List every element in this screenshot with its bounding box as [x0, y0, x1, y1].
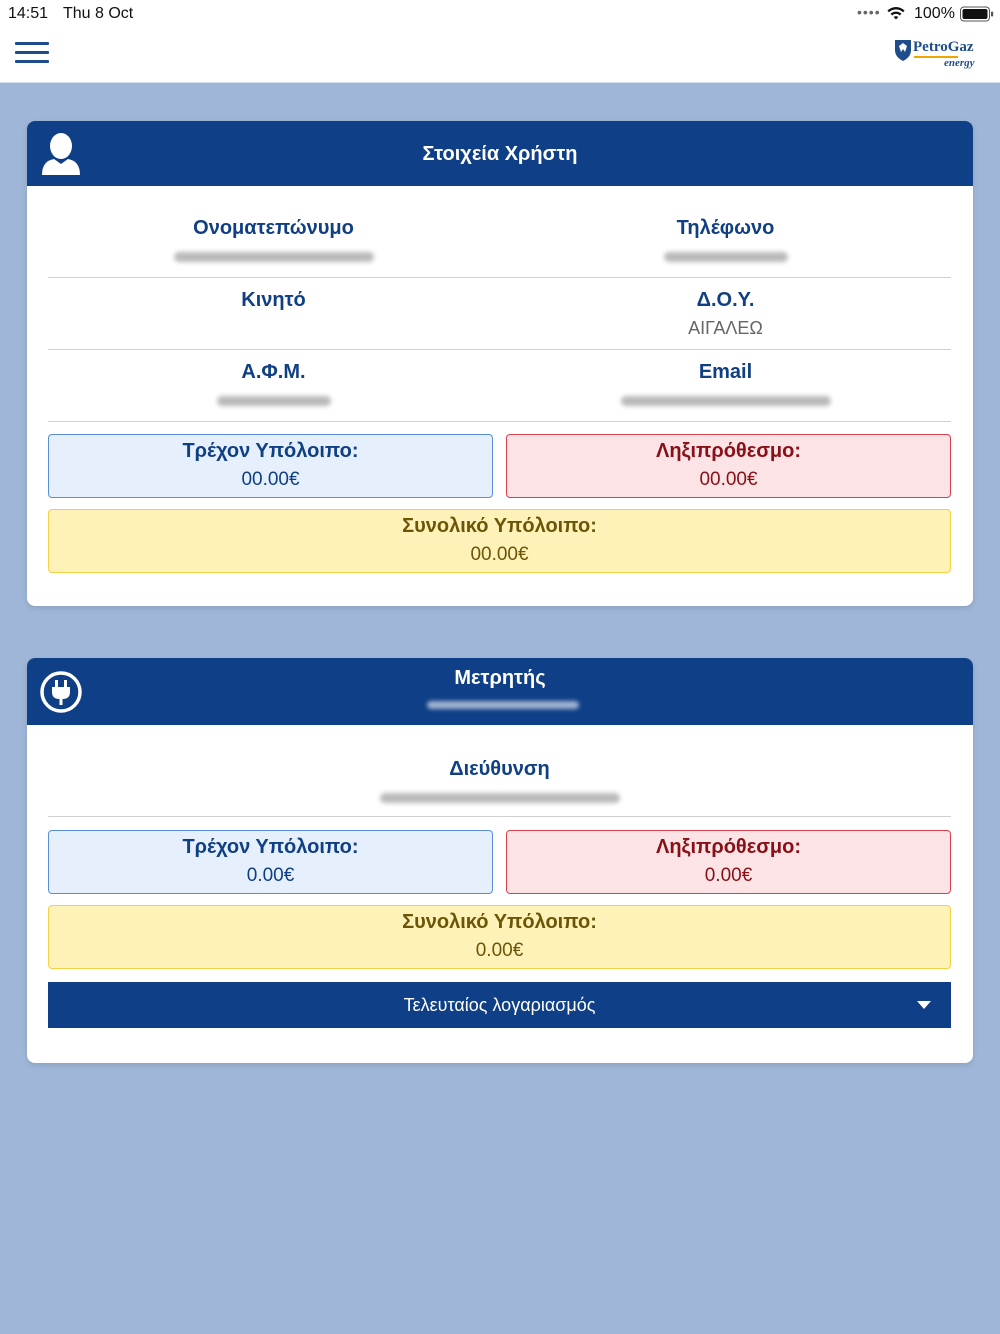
meter-overdue-balance-value: 0.00€	[704, 865, 753, 886]
address-row	[48, 748, 951, 817]
fullname-cell	[48, 207, 499, 266]
phone-label: Τηλέφωνο	[676, 217, 775, 239]
info-row-name-phone	[48, 207, 951, 278]
meter-card-title: Μετρητής	[454, 667, 546, 689]
total-balance-label: Συνολικό Υπόλοιπο:	[402, 515, 597, 537]
meter-total-balance-value: 0.00€	[475, 940, 524, 961]
fullname-label: Ονοματεπώνυμο	[193, 217, 354, 239]
mobile-cell	[48, 279, 499, 338]
logo-sub: energy	[944, 57, 975, 69]
tax-office-cell	[500, 279, 951, 338]
hamburger-menu-icon[interactable]	[15, 42, 49, 68]
tax-office-label: Δ.Ο.Υ.	[696, 289, 755, 311]
vat-label: Α.Φ.Μ.	[241, 361, 306, 383]
meter-overdue-balance-box	[506, 830, 951, 894]
overdue-balance-value: 00.00€	[699, 469, 758, 490]
meter-total-balance-label: Συνολικό Υπόλοιπο:	[402, 911, 597, 933]
phone-value	[500, 246, 951, 266]
vat-value	[48, 390, 499, 410]
total-balance-box	[48, 509, 951, 573]
email-value	[500, 390, 951, 410]
email-label: Email	[698, 361, 753, 383]
wifi-icon	[886, 5, 906, 26]
status-bar	[0, 0, 1000, 28]
petrogaz-logo	[893, 38, 985, 74]
current-balance-box	[48, 434, 493, 498]
last-bill-dropdown[interactable]	[48, 982, 951, 1028]
logo-shield-icon	[893, 38, 913, 62]
phone-cell	[500, 207, 951, 266]
meter-number-redacted	[427, 701, 579, 709]
email-cell	[500, 351, 951, 410]
tax-office-value: ΑΙΓΑΛΕΩ	[688, 318, 763, 338]
logo-name: PetroGaz	[913, 39, 974, 55]
vat-cell	[48, 351, 499, 410]
meter-card	[27, 658, 973, 1063]
overdue-balance-box	[506, 434, 951, 498]
total-balance-value: 00.00€	[470, 544, 529, 565]
cellular-dots-icon: ••••	[857, 4, 881, 20]
meter-current-balance-box	[48, 830, 493, 894]
meter-total-balance-box	[48, 905, 951, 969]
status-date: Thu 8 Oct	[63, 5, 134, 22]
caret-down-icon	[917, 1001, 931, 1009]
user-card-title: Στοιχεία Χρήστη	[422, 143, 578, 165]
info-row-vat-email	[48, 351, 951, 422]
address-value	[48, 787, 951, 807]
battery-percent: 100%	[914, 5, 955, 22]
address-label: Διεύθυνση	[449, 758, 550, 780]
address-cell	[48, 748, 951, 807]
mobile-value	[48, 318, 499, 338]
current-balance-value: 00.00€	[241, 469, 300, 490]
overdue-balance-label: Ληξιπρόθεσμο:	[655, 440, 802, 462]
battery-icon	[960, 6, 994, 27]
fullname-value	[48, 246, 499, 266]
nav-bar	[0, 28, 1000, 83]
user-info-card	[27, 121, 973, 606]
mobile-label: Κινητό	[241, 289, 306, 311]
meter-current-balance-label: Τρέχον Υπόλοιπο:	[182, 836, 359, 858]
meter-overdue-balance-label: Ληξιπρόθεσμο:	[655, 836, 802, 858]
status-time: 14:51	[8, 5, 49, 22]
user-card-header	[27, 121, 973, 186]
meter-card-header	[27, 658, 973, 725]
info-row-mobile-taxoffice	[48, 279, 951, 350]
meter-current-balance-value: 0.00€	[246, 865, 295, 886]
current-balance-label: Τρέχον Υπόλοιπο:	[182, 440, 359, 462]
last-bill-label: Τελευταίος λογαριασμός	[403, 995, 596, 1015]
